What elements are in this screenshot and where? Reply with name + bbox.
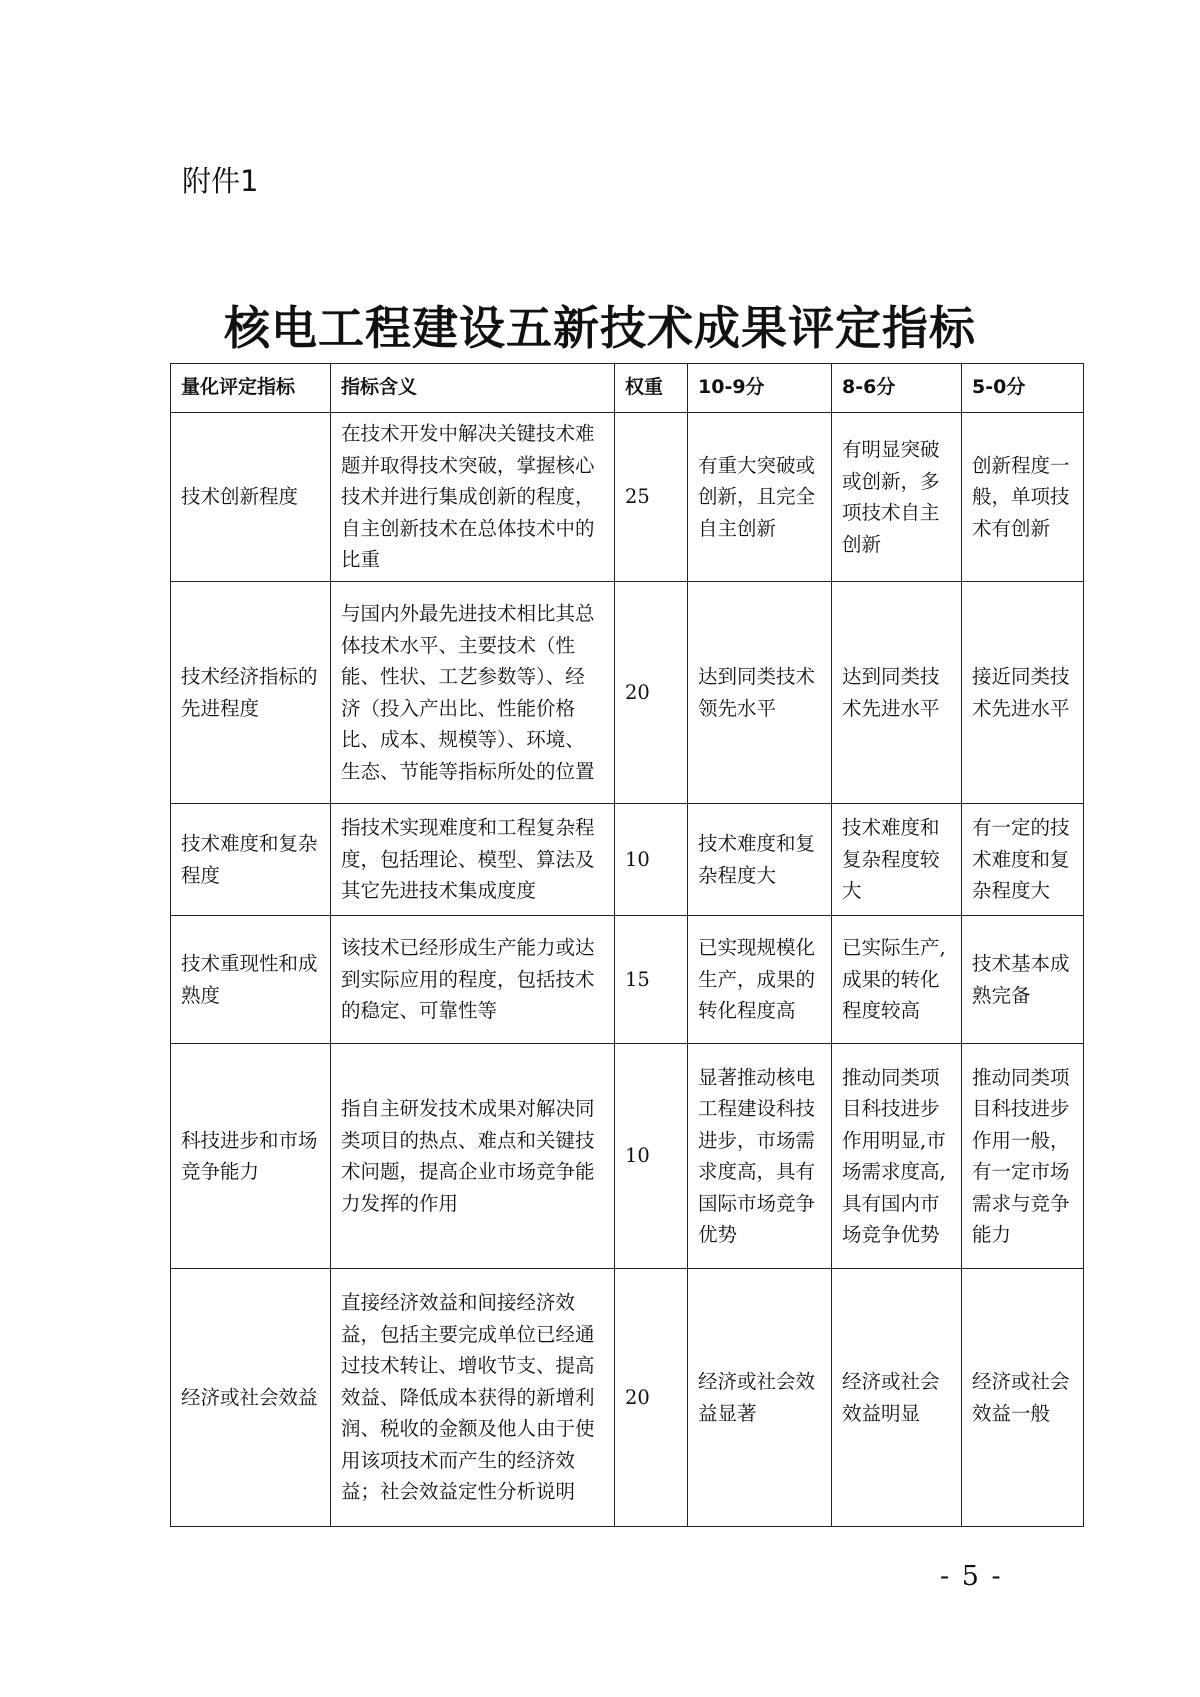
cell-meaning: 直接经济效益和间接经济效益，包括主要完成单位已经通过技术转让、增收节支、提高效益、降低成本获得的新增利润、税收的金额及他人由于使用该项技术而产生的经济效益；社会效益定性分析说明 bbox=[331, 1269, 615, 1527]
cell-meaning: 在技术开发中解决关键技术难题并取得技术突破，掌握核心技术并进行集成创新的程度，自主创新技术在总体技术中的比重 bbox=[331, 413, 615, 582]
cell-score-low: 有一定的技术难度和复杂程度大 bbox=[962, 804, 1084, 916]
cell-indicator: 科技进步和市场竞争能力 bbox=[171, 1044, 331, 1269]
cell-score-low: 推动同类项目科技进步作用一般，有一定市场需求与竞争能力 bbox=[962, 1044, 1084, 1269]
cell-meaning: 指技术实现难度和工程复杂程度，包括理论、模型、算法及其它先进技术集成度度 bbox=[331, 804, 615, 916]
criteria-table bbox=[170, 363, 1084, 1527]
cell-score-high: 技术难度和复杂程度大 bbox=[688, 804, 832, 916]
cell-score-high: 显著推动核电工程建设科技进步，市场需求度高，具有国际市场竞争优势 bbox=[688, 1044, 832, 1269]
cell-score-low: 创新程度一般，单项技术有创新 bbox=[962, 413, 1084, 582]
cell-indicator: 技术经济指标的先进程度 bbox=[171, 582, 331, 804]
cell-indicator: 经济或社会效益 bbox=[171, 1269, 331, 1527]
cell-score-high: 有重大突破或创新，且完全自主创新 bbox=[688, 413, 832, 582]
cell-score-low: 经济或社会效益一般 bbox=[962, 1269, 1084, 1527]
cell-weight: 20 bbox=[615, 1269, 688, 1527]
header-weight: 权重 bbox=[615, 364, 688, 413]
cell-indicator: 技术重现性和成熟度 bbox=[171, 916, 331, 1044]
cell-meaning: 与国内外最先进技术相比其总体技术水平、主要技术（性能、性状、工艺参数等）、经济（投入产出比、性能价格比、成本、规模等）、环境、生态、节能等指标所处的位置 bbox=[331, 582, 615, 804]
cell-score-high: 达到同类技术领先水平 bbox=[688, 582, 832, 804]
table-row bbox=[171, 1044, 1084, 1269]
cell-score-mid: 有明显突破或创新，多项技术自主创新 bbox=[832, 413, 962, 582]
header-meaning: 指标含义 bbox=[331, 364, 615, 413]
table-row bbox=[171, 916, 1084, 1044]
cell-score-high: 已实现规模化生产，成果的转化程度高 bbox=[688, 916, 832, 1044]
cell-score-high: 经济或社会效益显著 bbox=[688, 1269, 832, 1527]
cell-score-low: 接近同类技术先进水平 bbox=[962, 582, 1084, 804]
cell-weight: 25 bbox=[615, 413, 688, 582]
cell-weight: 10 bbox=[615, 1044, 688, 1269]
cell-score-low: 技术基本成熟完备 bbox=[962, 916, 1084, 1044]
cell-weight: 20 bbox=[615, 582, 688, 804]
cell-score-mid: 经济或社会效益明显 bbox=[832, 1269, 962, 1527]
cell-meaning: 该技术已经形成生产能力或达到实际应用的程度，包括技术的稳定、可靠性等 bbox=[331, 916, 615, 1044]
table-row bbox=[171, 804, 1084, 916]
cell-score-mid: 技术难度和复杂程度较大 bbox=[832, 804, 962, 916]
cell-score-mid: 已实际生产,成果的转化程度较高 bbox=[832, 916, 962, 1044]
attachment-label: 附件1 bbox=[182, 164, 259, 198]
cell-meaning: 指自主研发技术成果对解决同类项目的热点、难点和关键技术问题，提高企业市场竞争能力发挥的作用 bbox=[331, 1044, 615, 1269]
cell-indicator: 技术创新程度 bbox=[171, 413, 331, 582]
table-row bbox=[171, 582, 1084, 804]
cell-weight: 10 bbox=[615, 804, 688, 916]
header-indicator: 量化评定指标 bbox=[171, 364, 331, 413]
table-row bbox=[171, 413, 1084, 582]
cell-weight: 15 bbox=[615, 916, 688, 1044]
header-score-low: 5-0分 bbox=[962, 364, 1084, 413]
table-row bbox=[171, 1269, 1084, 1527]
header-score-high: 10-9分 bbox=[688, 364, 832, 413]
cell-score-mid: 达到同类技术先进水平 bbox=[832, 582, 962, 804]
table-header-row bbox=[171, 364, 1084, 413]
header-score-mid: 8-6分 bbox=[832, 364, 962, 413]
page-number: - 5 - bbox=[940, 1561, 1003, 1592]
document-title: 核电工程建设五新技术成果评定指标 bbox=[224, 301, 976, 355]
cell-indicator: 技术难度和复杂程度 bbox=[171, 804, 331, 916]
cell-score-mid: 推动同类项目科技进步作用明显,市场需求度高,具有国内市场竞争优势 bbox=[832, 1044, 962, 1269]
